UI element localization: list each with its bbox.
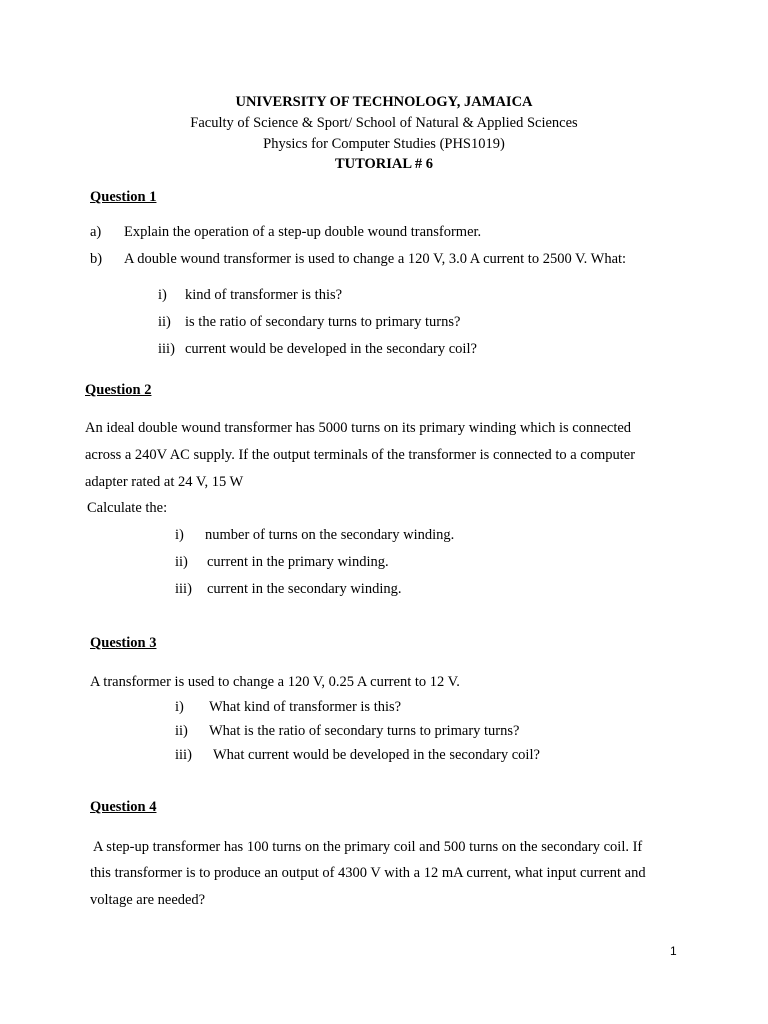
q1-part-a-marker: a) <box>90 224 102 240</box>
q2-sub-ii-marker: ii) <box>175 554 188 570</box>
q2-line-2: across a 240V AC supply. If the output terminals of the transformer is connected to a computer <box>85 447 636 463</box>
q4-line-2: this transformer is to produce an output of 4300 V with a 12 mA current, what input current and <box>90 865 646 881</box>
q3-sub-i-text: What kind of transformer is this? <box>209 699 402 715</box>
q1-sub-iii-marker: iii) <box>158 341 175 357</box>
q2-sub-iii-marker: iii) <box>175 581 192 597</box>
q2-line-1: An ideal double wound transformer has 5000 turns on its primary winding which is connected <box>85 420 632 436</box>
question-3-heading: Question 3 <box>90 635 157 651</box>
q2-sub-ii-text: current in the primary winding. <box>207 554 389 570</box>
page-number: 1 <box>670 944 677 958</box>
course-line: Physics for Computer Studies (PHS1019) <box>263 136 505 152</box>
q3-intro: A transformer is used to change a 120 V, 0.25 A current to 12 V. <box>90 674 460 690</box>
q1-part-a-text: Explain the operation of a step-up double wound transformer. <box>124 224 482 240</box>
q3-sub-ii-text: What is the ratio of secondary turns to primary turns? <box>209 723 520 739</box>
q2-calculate: Calculate the: <box>87 500 168 516</box>
q1-sub-i-marker: i) <box>158 287 167 303</box>
q1-sub-iii-text: current would be developed in the secondary coil? <box>185 341 477 357</box>
university-title: UNIVERSITY OF TECHNOLOGY, JAMAICA <box>235 94 533 110</box>
q3-sub-ii-marker: ii) <box>175 723 188 739</box>
q3-sub-iii-text: What current would be developed in the secondary coil? <box>213 747 540 763</box>
q1-sub-ii-marker: ii) <box>158 314 171 330</box>
q4-line-3: voltage are needed? <box>90 892 206 908</box>
q1-sub-i-text: kind of transformer is this? <box>185 287 343 303</box>
tutorial-title: TUTORIAL # 6 <box>334 156 434 172</box>
q2-sub-i-text: number of turns on the secondary winding. <box>205 527 455 543</box>
q4-line-1: A step-up transformer has 100 turns on the primary coil and 500 turns on the secondary coil. If <box>93 839 643 855</box>
q2-sub-iii-text: current in the secondary winding. <box>207 581 402 597</box>
q3-sub-i-marker: i) <box>175 699 184 715</box>
q1-sub-ii-text: is the ratio of secondary turns to primary turns? <box>185 314 461 330</box>
faculty-line: Faculty of Science & Sport/ School of Natural & Applied Sciences <box>190 115 578 131</box>
q2-sub-i-marker: i) <box>175 527 184 543</box>
question-1-heading: Question 1 <box>90 189 157 205</box>
question-4-heading: Question 4 <box>90 799 157 815</box>
q2-line-3: adapter rated at 24 V, 15 W <box>85 474 244 490</box>
q1-part-b-marker: b) <box>90 251 103 267</box>
question-2-heading: Question 2 <box>85 382 152 398</box>
q3-sub-iii-marker: iii) <box>175 747 192 763</box>
q1-part-b-text: A double wound transformer is used to change a 120 V, 3.0 A current to 2500 V. What: <box>124 251 627 267</box>
